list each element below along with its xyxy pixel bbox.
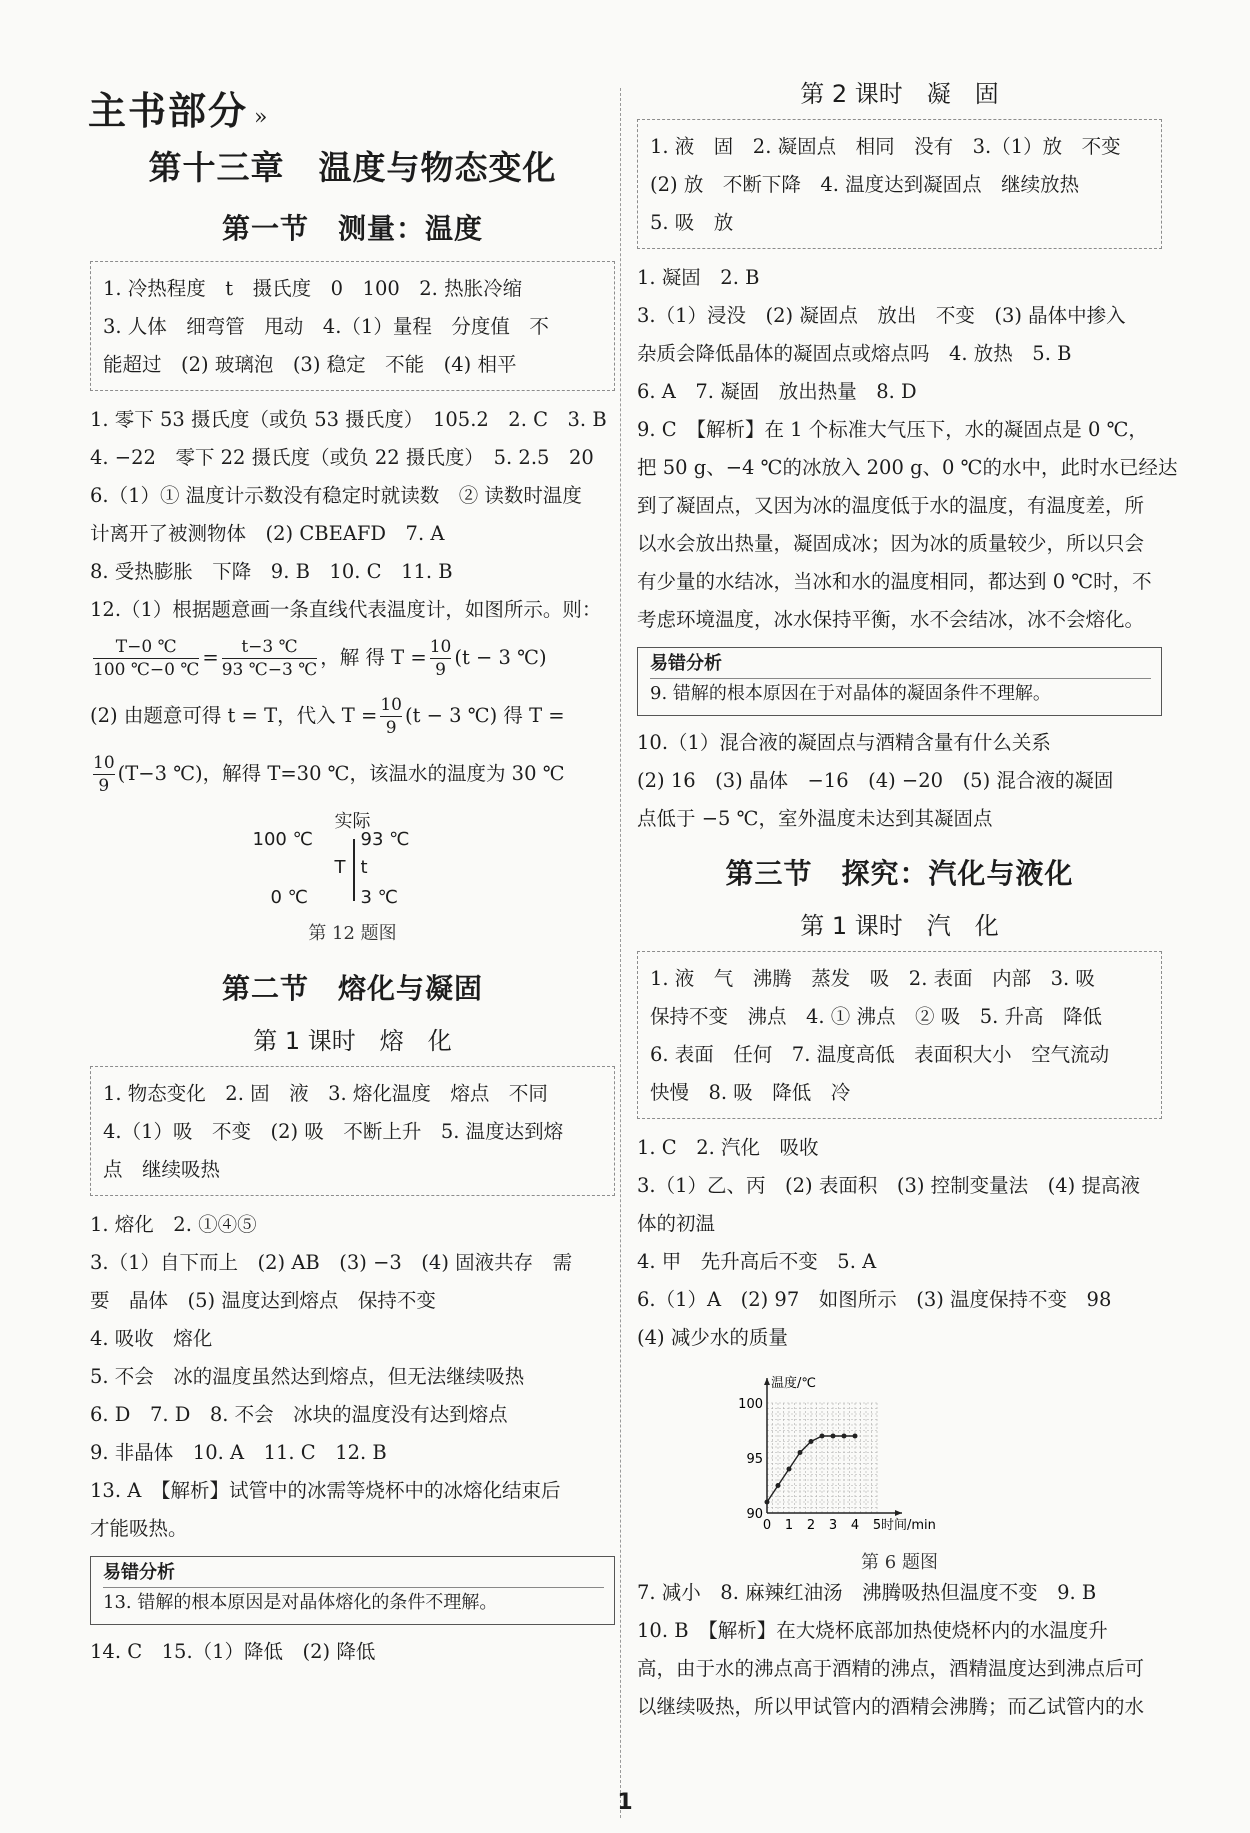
error-analysis-text: 9. 错解的根本原因在于对晶体的凝固条件不理解。 bbox=[650, 678, 1151, 709]
section-title-3: 第三节 探究：汽化与液化 bbox=[725, 857, 1074, 890]
fraction: $\frac{10}{9}$ bbox=[429, 637, 452, 680]
box-line: 点 继续吸热 bbox=[103, 1158, 221, 1181]
diagram-label: 93 ℃ bbox=[360, 829, 410, 850]
answer-line: 5. 不会 冰的温度虽然达到熔点，但无法继续吸热 bbox=[90, 1365, 525, 1388]
x-axis-label: 时间/min bbox=[881, 1518, 936, 1533]
x-tick-label: 3 bbox=[828, 1518, 838, 1533]
answer-line: 4. 甲 先升高后不变 5. A bbox=[637, 1250, 877, 1273]
y-tick-label: 90 bbox=[746, 1507, 763, 1522]
fraction: $\frac{10}{9}$ bbox=[380, 695, 402, 738]
section-title-2: 第二节 熔化与凝固 bbox=[221, 972, 483, 1005]
answer-line: 8. 受热膨胀 下降 9. B 10. C 11. B bbox=[90, 560, 453, 583]
data-point bbox=[765, 1500, 770, 1505]
fraction: $\frac{t-3 ℃}{93 ℃-3 ℃}$ bbox=[221, 637, 318, 680]
double-chevron-icon: » bbox=[254, 105, 270, 130]
box-line: 快慢 8. 吸 降低 冷 bbox=[650, 1081, 851, 1104]
data-point bbox=[787, 1467, 792, 1472]
answer-line: (4) 减少水的质量 bbox=[637, 1326, 788, 1349]
thermometer-diagram bbox=[253, 807, 453, 919]
answer-line: 6.（1）A (2) 97 如图所示 (3) 温度保持不变 98 bbox=[637, 1288, 1112, 1311]
box-line: 能超过 (2) 玻璃泡 (3) 稳定 不能 (4) 相平 bbox=[103, 353, 517, 376]
answer-line: 1. 凝固 2. B bbox=[637, 266, 760, 289]
figure-caption: 第 6 题图 bbox=[861, 1552, 938, 1573]
answer-line: 体的初温 bbox=[637, 1212, 716, 1235]
equation-line-2: (2) 由题意可得 t = T，代入 T = $\frac{10}{9}$ (t − 3 ℃) 得 T = bbox=[90, 695, 565, 738]
answer-list-2 bbox=[90, 1206, 615, 1548]
diagram-label: 3 ℃ bbox=[360, 887, 398, 908]
answer-line: 要 晶体 (5) 温度达到熔点 保持不变 bbox=[90, 1289, 436, 1312]
temperature-time-chart bbox=[727, 1363, 1162, 1548]
basic-answer-box-1 bbox=[90, 261, 615, 391]
thermometer-line bbox=[353, 839, 355, 901]
data-point bbox=[842, 1434, 847, 1439]
data-point bbox=[809, 1439, 814, 1444]
answer-list-7 bbox=[637, 1574, 1162, 1726]
data-point bbox=[776, 1483, 781, 1488]
column-divider bbox=[620, 88, 621, 1818]
x-tick-label: 1 bbox=[784, 1518, 794, 1533]
equation-line-1: $\frac{T-0 ℃}{100 ℃-0 ℃}$ = $\frac{t-3 ℃}{93 ℃-3 ℃}$ ，解 得 T = $\frac{10}{9}$ (t − 3 ℃) bbox=[93, 637, 547, 680]
answer-line: 点低于 −5 ℃，室外温度未达到其凝固点 bbox=[637, 807, 993, 830]
answer-line: 计离开了被测物体 (2) CBEAFD 7. A bbox=[90, 522, 445, 545]
box-line: 3. 人体 细弯管 甩动 4.（1）量程 分度值 不 bbox=[103, 315, 549, 338]
answer-list-4 bbox=[637, 259, 1178, 639]
basic-answer-box-2 bbox=[90, 1066, 615, 1196]
data-point bbox=[820, 1434, 825, 1439]
diagram-label: T bbox=[334, 857, 346, 878]
answer-line: 14. C 15.（1）降低 (2) 降低 bbox=[90, 1640, 376, 1663]
y-axis-arrow-icon bbox=[764, 1378, 770, 1385]
answer-line: (2) 16 (3) 晶体 −16 (4) −20 (5) 混合液的凝固 bbox=[637, 769, 1114, 792]
answer-line: 1. 零下 53 摄氏度（或负 53 摄氏度） 105.2 2. C 3. B bbox=[90, 408, 607, 431]
answer-line: 才能吸热。 bbox=[90, 1517, 188, 1540]
answer-list-5 bbox=[637, 724, 1162, 838]
box-line: 1. 物态变化 2. 固 液 3. 熔化温度 熔点 不同 bbox=[103, 1082, 548, 1105]
diagram-label: 100 ℃ bbox=[252, 829, 313, 850]
page-number: 1 bbox=[617, 1790, 633, 1815]
answer-line: 7. 减小 8. 麻辣红油汤 沸腾吸热但温度不变 9. B bbox=[637, 1581, 1097, 1604]
data-point bbox=[853, 1434, 858, 1439]
answer-line: 10. B 【解析】在大烧杯底部加热使烧杯内的水温度升 bbox=[637, 1619, 1108, 1642]
basic-answer-box-4 bbox=[637, 951, 1162, 1119]
lesson-title: 第 1 课时 汽 化 bbox=[800, 912, 999, 940]
left-column bbox=[90, 70, 615, 1671]
answer-line: 13. A 【解析】试管中的冰需等烧杯中的冰熔化结束后 bbox=[90, 1479, 561, 1502]
answer-line: 3.（1）自下而上 (2) AB (3) −3 (4) 固液共存 需 bbox=[90, 1251, 573, 1274]
diagram-label: 实际 bbox=[334, 811, 371, 832]
x-tick-label: 0 bbox=[762, 1518, 772, 1533]
fraction: $\frac{T-0 ℃}{100 ℃-0 ℃}$ bbox=[93, 637, 200, 680]
equation-line-3: $\frac{10}{9}$ (T−3 ℃)，解得 T=30 ℃，该温水的温度为 30 ℃ bbox=[93, 753, 565, 796]
answer-list-1 bbox=[90, 401, 615, 629]
answer-line: 有少量的水结冰，当冰和水的温度相同，都达到 0 ℃时，不 bbox=[637, 570, 1152, 593]
error-analysis-title: 易错分析 bbox=[103, 1562, 175, 1583]
error-analysis-box bbox=[637, 647, 1162, 716]
answer-line: 把 50 g、−4 ℃的冰放入 200 g、0 ℃的水中，此时水已经达 bbox=[637, 456, 1178, 479]
right-column bbox=[637, 70, 1178, 1726]
answer-line: 考虑环境温度，冰水保持平衡，水不会结冰，冰不会熔化。 bbox=[637, 608, 1145, 631]
answer-line: 6. D 7. D 8. 不会 冰块的温度没有达到熔点 bbox=[90, 1403, 508, 1426]
box-line: 4.（1）吸 不变 (2) 吸 不断上升 5. 温度达到熔 bbox=[103, 1120, 564, 1143]
basic-answer-box-3 bbox=[637, 119, 1162, 249]
answer-line: 到了凝固点，又因为冰的温度低于水的温度，有温度差，所 bbox=[637, 494, 1145, 517]
error-analysis-title: 易错分析 bbox=[650, 653, 722, 674]
answer-line: 6.（1）① 温度计示数没有稳定时就读数 ② 读数时温度 bbox=[90, 484, 582, 507]
answer-line: 4. 吸收 熔化 bbox=[90, 1327, 213, 1350]
box-line: 5. 吸 放 bbox=[650, 211, 734, 234]
answer-line: 9. 非晶体 10. A 11. C 12. B bbox=[90, 1441, 387, 1464]
box-line: 6. 表面 任何 7. 温度高低 表面积大小 空气流动 bbox=[650, 1043, 1110, 1066]
data-point bbox=[831, 1434, 836, 1439]
data-point bbox=[798, 1450, 803, 1455]
diagram-label: 0 ℃ bbox=[270, 887, 308, 908]
error-analysis-text: 13. 错解的根本原因是对晶体熔化的条件不理解。 bbox=[103, 1587, 604, 1618]
answer-line: 4. −22 零下 22 摄氏度（或负 22 摄氏度） 5. 2.5 20 bbox=[90, 446, 594, 469]
chapter-title: 第十三章 温度与物态变化 bbox=[148, 148, 557, 187]
box-line: (2) 放 不断下降 4. 温度达到凝固点 继续放热 bbox=[650, 173, 1080, 196]
y-tick-label: 100 bbox=[738, 1397, 763, 1412]
fraction: $\frac{10}{9}$ bbox=[93, 753, 115, 796]
box-line: 1. 液 气 沸腾 蒸发 吸 2. 表面 内部 3. 吸 bbox=[650, 967, 1095, 990]
box-line: 1. 液 固 2. 凝固点 相同 没有 3.（1）放 不变 bbox=[650, 135, 1121, 158]
answer-line: 12.（1）根据题意画一条直线代表温度计，如图所示。则： bbox=[90, 598, 602, 621]
answer-line: 1. C 2. 汽化 吸收 bbox=[637, 1136, 819, 1159]
lesson-title: 第 2 课时 凝 固 bbox=[800, 80, 999, 108]
x-axis-arrow-icon bbox=[895, 1510, 902, 1516]
answer-line: 3.（1）浸没 (2) 凝固点 放出 不变 (3) 晶体中掺入 bbox=[637, 304, 1126, 327]
box-line: 1. 冷热程度 t 摄氏度 0 100 2. 热胀冷缩 bbox=[103, 277, 523, 300]
y-axis-label: 温度/℃ bbox=[771, 1376, 816, 1391]
section-title-1: 第一节 测量：温度 bbox=[221, 212, 483, 245]
answer-list-6 bbox=[637, 1129, 1162, 1357]
answer-line: 10.（1）混合液的凝固点与酒精含量有什么关系 bbox=[637, 731, 1051, 754]
x-tick-label: 4 bbox=[850, 1518, 860, 1533]
x-tick-label: 2 bbox=[806, 1518, 816, 1533]
chart-svg bbox=[727, 1363, 977, 1543]
answer-line: 9. C 【解析】在 1 个标准大气压下，水的凝固点是 0 ℃， bbox=[637, 418, 1148, 441]
answer-line: 杂质会降低晶体的凝固点或熔点吗 4. 放热 5. B bbox=[637, 342, 1072, 365]
answer-line: 高，由于水的沸点高于酒精的沸点，酒精温度达到沸点后可 bbox=[637, 1657, 1145, 1680]
y-tick-label: 95 bbox=[746, 1452, 763, 1467]
answer-line: 1. 熔化 2. ①④⑤ bbox=[90, 1213, 257, 1236]
x-tick-label: 5 bbox=[872, 1518, 882, 1533]
box-line: 保持不变 沸点 4. ① 沸点 ② 吸 5. 升高 降低 bbox=[650, 1005, 1103, 1028]
error-analysis-box bbox=[90, 1556, 615, 1625]
answer-line: 以水会放出热量，凝固成冰；因为冰的质量较少，所以只会 bbox=[637, 532, 1145, 555]
answer-line: 以继续吸热，所以甲试管内的酒精会沸腾；而乙试管内的水 bbox=[637, 1695, 1145, 1718]
diagram-label: t bbox=[360, 857, 368, 878]
answer-line: 3.（1）乙、丙 (2) 表面积 (3) 控制变量法 (4) 提高液 bbox=[637, 1174, 1140, 1197]
book-section-title: 主书部分 » bbox=[88, 88, 270, 133]
answer-line: 6. A 7. 凝固 放出热量 8. D bbox=[637, 380, 917, 403]
figure-caption: 第 12 题图 bbox=[308, 923, 397, 944]
lesson-title: 第 1 课时 熔 化 bbox=[253, 1027, 452, 1055]
